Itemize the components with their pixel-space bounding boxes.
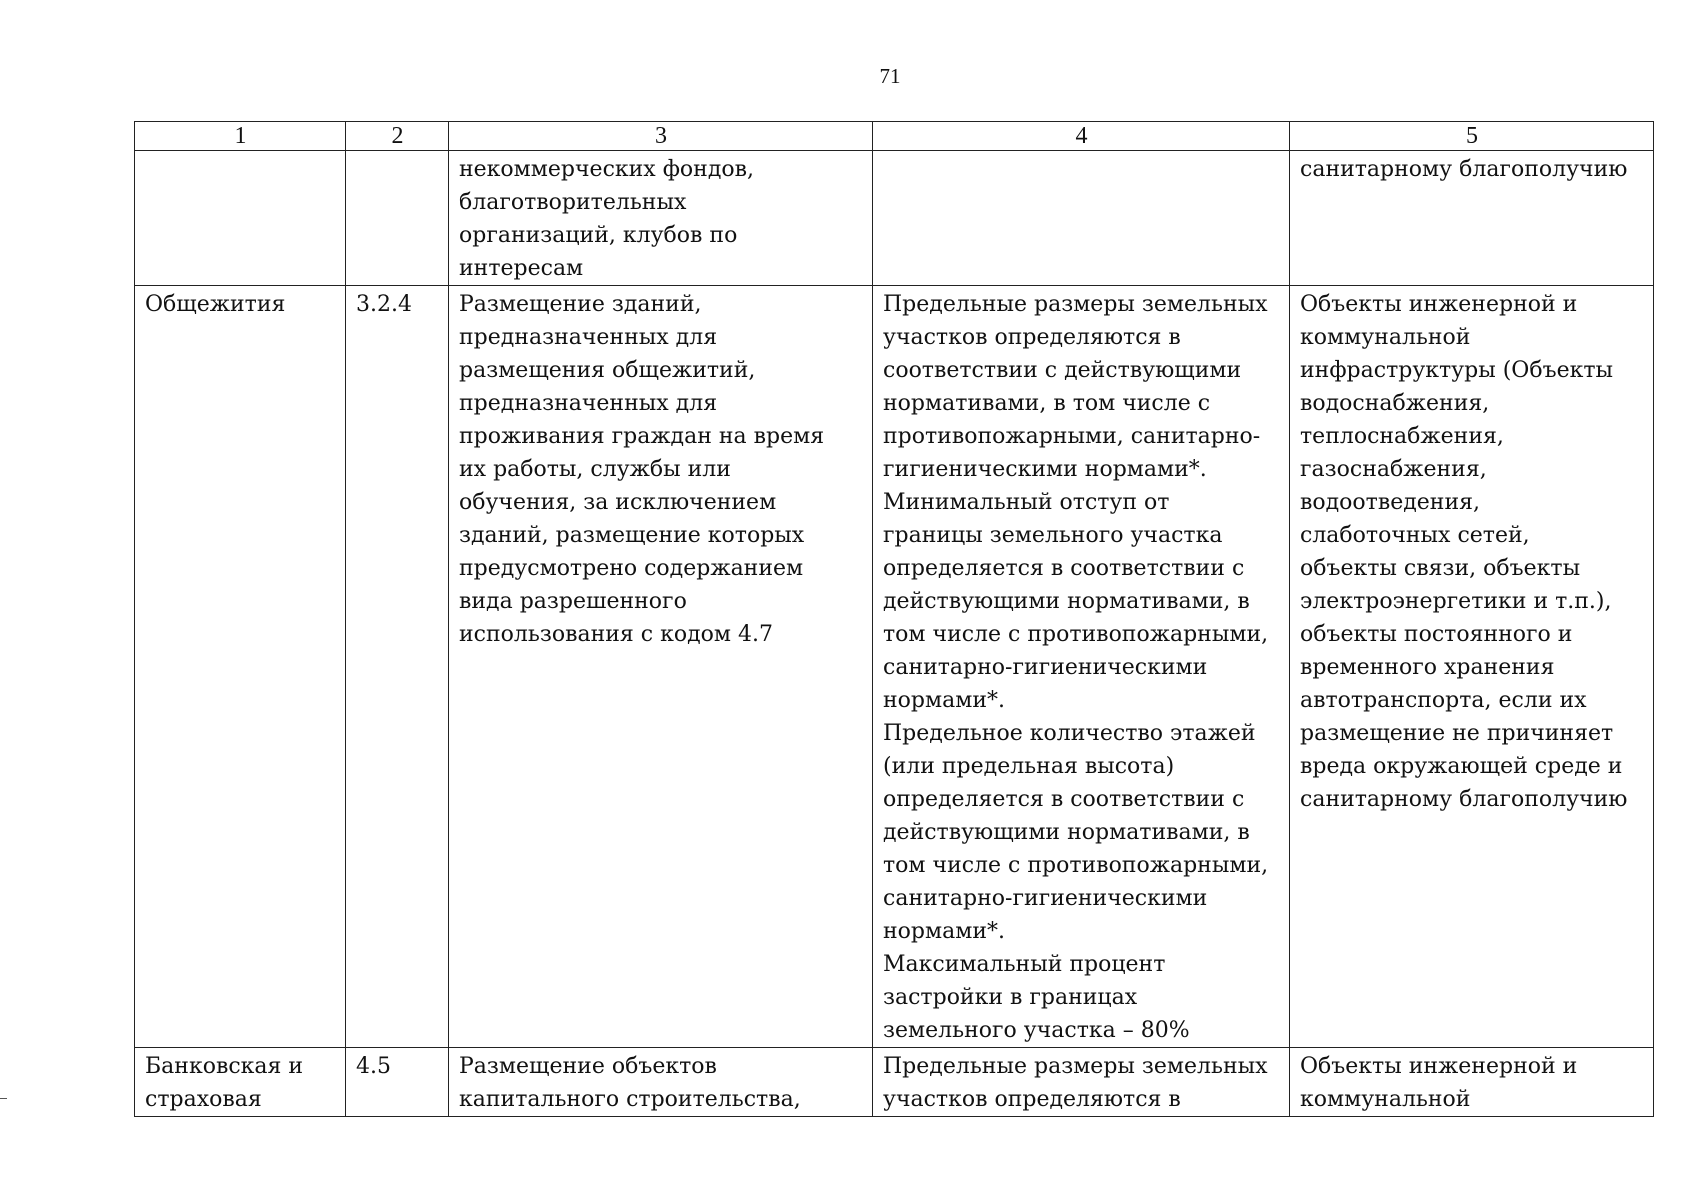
cell-text-line: санитарному благополучию [1300,787,1628,812]
cell-text-line: Объекты инженерной и [1300,1054,1578,1079]
cell-parameters [873,286,1290,1048]
cell-use-code: 4.5 [346,1048,449,1117]
cell-text-line: зданий, размещение которых [459,523,805,548]
column-header-4: 4 [873,122,1290,151]
cell-text-line: страховая [145,1087,262,1112]
table-row [135,286,1654,1048]
cell-use-code [346,151,449,286]
cell-text-line: застройки в границах [883,985,1138,1010]
cell-text-line: нормами*. [883,919,1005,944]
margin-mark [0,1098,7,1099]
cell-use-description [449,286,873,1048]
cell-parameters [873,151,1290,286]
cell-text-line: временного хранения [1300,655,1555,680]
cell-text-line: земельного участка – 80% [883,1018,1190,1043]
column-header-5: 5 [1290,122,1654,151]
cell-use-name [135,151,346,286]
cell-text-line: теплоснабжения, [1300,424,1504,449]
cell-text-line: Максимальный процент [883,952,1166,977]
cell-text-line: интересам [459,256,584,281]
cell-text-line: газоснабжения, [1300,457,1487,482]
cell-text-line: определяется в соответствии с [883,556,1245,581]
table-row [135,151,1654,286]
cell-auxiliary-uses [1290,286,1654,1048]
cell-text-line: Размещение зданий, [459,292,702,317]
cell-text-line: (или предельная высота) [883,754,1175,779]
cell-auxiliary-uses [1290,1048,1654,1117]
cell-text-line: использования с кодом 4.7 [459,622,773,647]
cell-text-line: действующими нормативами, в [883,820,1250,845]
cell-use-name [135,1048,346,1117]
cell-text-line: проживания граждан на время [459,424,825,449]
cell-text-line: слаботочных сетей, [1300,523,1530,548]
page-number: 71 [879,64,901,88]
cell-text-line: организаций, клубов по [459,223,738,248]
cell-text-line: предназначенных для [459,325,718,350]
cell-use-name [135,286,346,1048]
cell-text-line: электроэнергетики и т.п.), [1300,589,1612,614]
cell-auxiliary-uses [1290,151,1654,286]
cell-text-line: водоотведения, [1300,490,1481,515]
cell-text-line: Объекты инженерной и [1300,292,1578,317]
column-header-1: 1 [135,122,346,151]
cell-text-line: объекты связи, объекты [1300,556,1581,581]
cell-text-line: некоммерческих фондов, [459,157,755,182]
cell-text-line: размещение не причиняет [1300,721,1614,746]
cell-text-line: предназначенных для [459,391,718,416]
cell-text-line: вреда окружающей среде и [1300,754,1623,779]
cell-text-line: нормами*. [883,688,1005,713]
cell-text-line: Минимальный отступ от [883,490,1170,515]
cell-text-line: санитарно-гигиеническими [883,655,1208,680]
cell-use-description [449,1048,873,1117]
cell-text-line: водоснабжения, [1300,391,1490,416]
cell-text-line: капитального строительства, [459,1087,801,1112]
cell-text-line: размещения общежитий, [459,358,756,383]
cell-text-line: предусмотрено содержанием [459,556,804,581]
cell-text-line: благотворительных [459,190,687,215]
cell-text-line: обучения, за исключением [459,490,777,515]
cell-text-line: участков определяются в [883,1087,1181,1112]
cell-text-line: соответствии с действующими [883,358,1242,383]
cell-text-line: санитарному благополучию [1300,157,1628,182]
cell-use-code: 3.2.4 [346,286,449,1048]
cell-text-line: автотранспорта, если их [1300,688,1587,713]
cell-text-line: противопожарными, санитарно- [883,424,1261,449]
cell-text-line: объекты постоянного и [1300,622,1573,647]
cell-parameters [873,1048,1290,1117]
cell-text-line: том числе с противопожарными, [883,853,1269,878]
table-row [135,1048,1654,1117]
cell-text-line: Предельные размеры земельных [883,292,1268,317]
cell-text-line: гигиеническими нормами*. [883,457,1207,482]
cell-text-line: их работы, службы или [459,457,731,482]
cell-text-line: Предельные размеры земельных [883,1054,1268,1079]
column-header-3: 3 [449,122,873,151]
cell-text-line: Общежития [145,292,286,317]
cell-text-line: инфраструктуры (Объекты [1300,358,1614,383]
cell-text-line: действующими нормативами, в [883,589,1250,614]
column-header-2: 2 [346,122,449,151]
cell-text-line: коммунальной [1300,1087,1471,1112]
table-header-row [135,122,1654,151]
cell-text-line: вида разрешенного [459,589,687,614]
cell-use-description [449,151,873,286]
cell-text-line: коммунальной [1300,325,1471,350]
cell-text-line: участков определяются в [883,325,1181,350]
cell-text-line: Предельное количество этажей [883,721,1256,746]
cell-text-line: границы земельного участка [883,523,1223,548]
cell-text-line: том числе с противопожарными, [883,622,1269,647]
cell-text-line: определяется в соответствии с [883,787,1245,812]
cell-text-line: нормативами, в том числе с [883,391,1211,416]
cell-text-line: Размещение объектов [459,1054,717,1079]
cell-text-line: Банковская и [145,1054,304,1079]
cell-text-line: санитарно-гигиеническими [883,886,1208,911]
zoning-table [134,121,1654,1117]
